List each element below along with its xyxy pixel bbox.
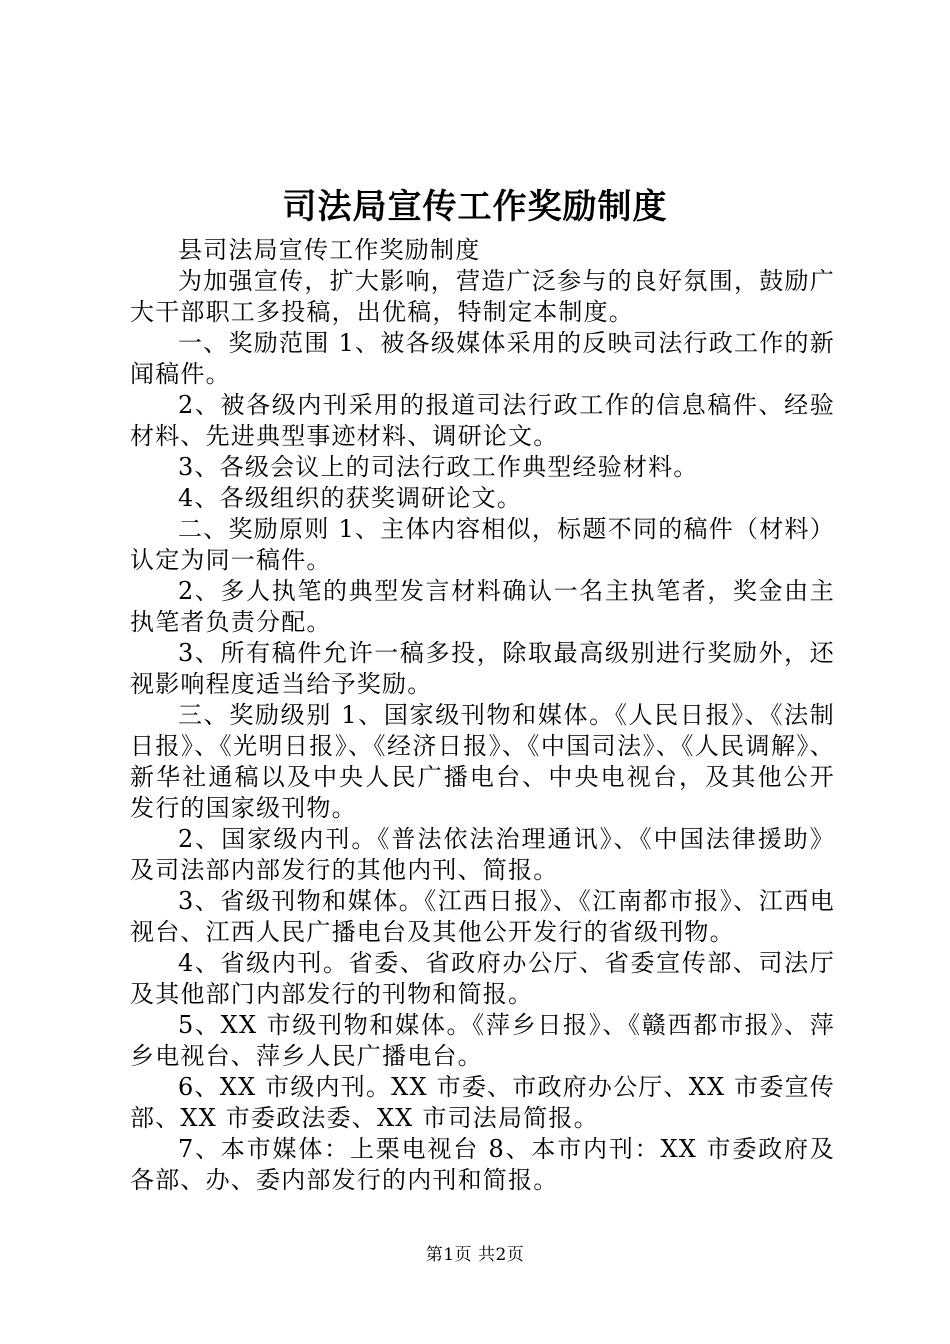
paragraph: 4、各级组织的获奖调研论文。 [178, 484, 523, 512]
paragraph: 4、省级内刊。省委、省政府办公厅、省委宣传部、司法厅及其他部门内部发行的刊物和简报。 [130, 949, 835, 1008]
paragraph: 县司法局宣传工作奖励制度 [178, 236, 481, 264]
paragraph: 3、各级会议上的司法行政工作典型经验材料。 [178, 453, 699, 481]
paragraph: 2、多人执笔的典型发言材料确认一名主执笔者，奖金由主执笔者负责分配。 [130, 577, 835, 636]
paragraph: 3、所有稿件允许一稿多投，除取最高级别进行奖励外，还视影响程度适当给予奖励。 [130, 639, 835, 698]
paragraph: 2、被各级内刊采用的报道司法行政工作的信息稿件、经验材料、先进典型事迹材料、调研论文。 [130, 391, 835, 450]
paragraph: 三、奖励级别 1、国家级刊物和媒体。《人民日报》、《法制日报》、《光明日报》、《经济日报》、《中国司法》、《人民调解》、新华社通稿以及中央人民广播电台、中央电视台，及其他公开发行的国家级刊物。 [130, 701, 835, 822]
paragraph: 2、国家级内刊。《普法依法治理通讯》、《中国法律援助》及司法部内部发行的其他内刊、简报。 [130, 825, 835, 884]
paragraph: 一、奖励范围 1、被各级媒体采用的反映司法行政工作的新闻稿件。 [130, 329, 835, 388]
paragraph: 为加强宣传，扩大影响，营造广泛参与的良好氛围，鼓励广大干部职工多投稿，出优稿，特制定本制度。 [130, 267, 835, 326]
paragraph: 6、XX 市级内刊。XX 市委、市政府办公厅、XX 市委宣传部、XX 市委政法委、XX 市司法局简报。 [130, 1073, 835, 1132]
paragraph: 5、XX 市级刊物和媒体。《萍乡日报》、《赣西都市报》、萍乡电视台、萍乡人民广播电台。 [130, 1011, 835, 1070]
page-number-footer: 第1页 共2页 [425, 1245, 525, 1265]
document-body [130, 235, 835, 1196]
paragraph: 二、奖励原则 1、主体内容相似，标题不同的稿件（材料）认定为同一稿件。 [130, 515, 835, 574]
document-title: 司法局宣传工作奖励制度 [282, 187, 668, 227]
paragraph: 7、本市媒体：上栗电视台 8、本市内刊：XX 市委政府及各部、办、委内部发行的内刊和简报。 [130, 1135, 835, 1194]
paragraph: 3、省级刊物和媒体。《江西日报》、《江南都市报》、江西电视台、江西人民广播电台及其他公开发行的省级刊物。 [130, 887, 835, 946]
